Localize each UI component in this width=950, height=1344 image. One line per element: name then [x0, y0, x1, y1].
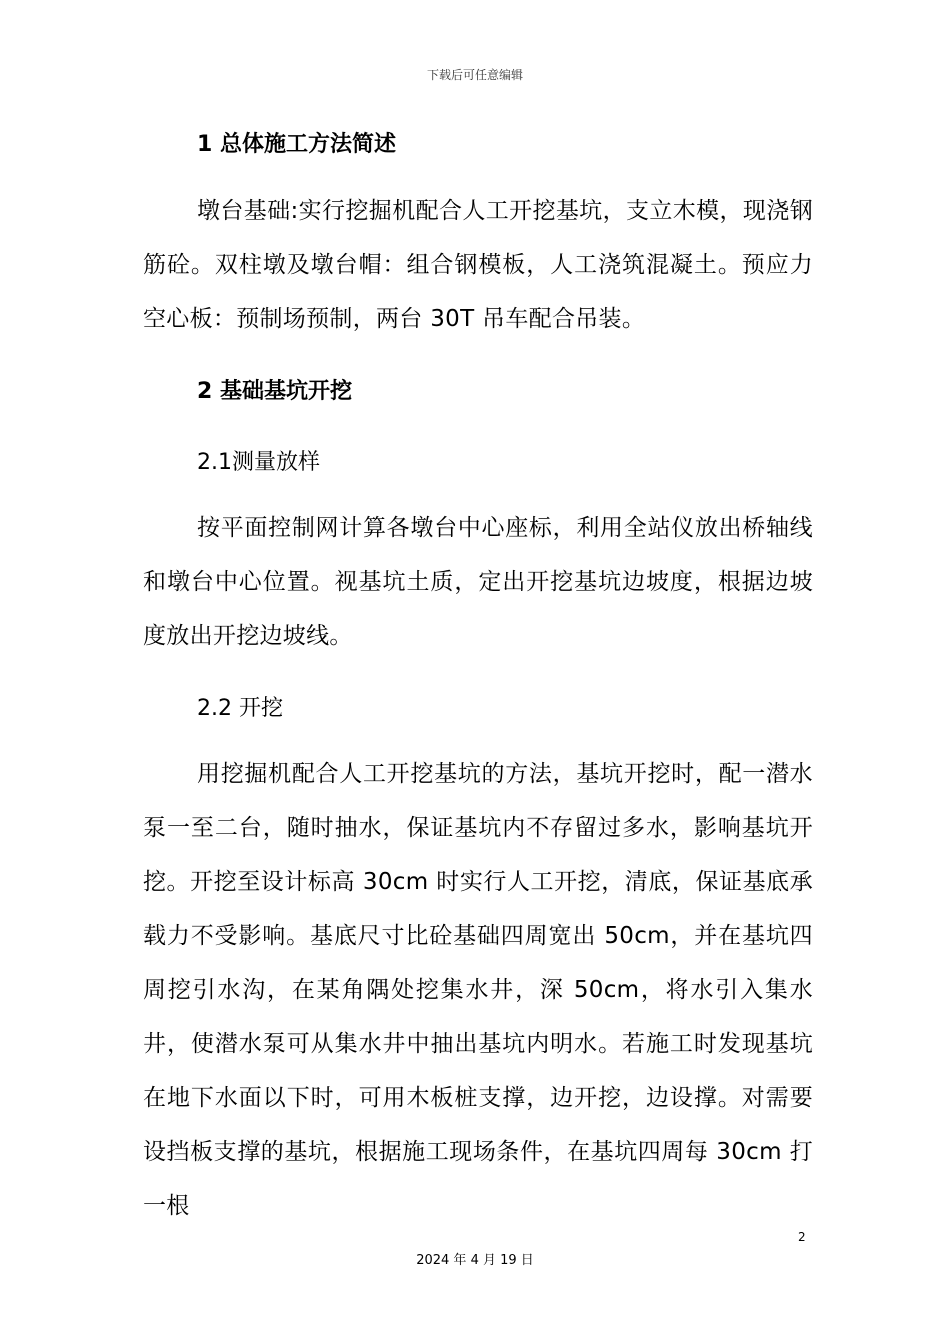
- section-2-1-heading: 2.1测量放样: [197, 450, 320, 475]
- section-2-2-heading: 2.2 开挖: [197, 696, 283, 721]
- section-2-1-body: [143, 501, 813, 663]
- section-2-heading: 2 基础基坑开挖: [197, 379, 352, 404]
- page-number: 2: [798, 1230, 806, 1244]
- section-1-heading: 1 总体施工方法简述: [197, 132, 396, 157]
- footer-date: 2024 年 4 月 19 日: [416, 1253, 534, 1268]
- section-2-1-paragraph: 按平面控制网计算各墩台中心座标，利用全站仪放出桥轴线和墩台中心位置。视基坑土质，定出开挖基坑边坡度，根据边坡度放出开挖边坡线。: [143, 515, 813, 649]
- section-1-body: [143, 184, 813, 346]
- section-2-2-paragraph: 用挖掘机配合人工开挖基坑的方法，基坑开挖时，配一潜水泵一至二台，随时抽水，保证基坑内不存留过多水，影响基坑开挖。开挖至设计标高 30cm 时实行人工开挖，清底，保证基底承载力不受影响。基底尺寸比砼基础四周宽出 50cm，并在基坑四周挖引水沟，在某角隅处挖集水井，深 50cm，将水引入集水井，使潜水泵可从集水井中抽出基坑内明水。若施工时发现基坑在地下水面以下时，可用木板桩支撑，边开挖，边设撑。对需要设挡板支撑的基坑，根据施工现场条件，在基坑四周每 30cm 打一根: [143, 761, 813, 1219]
- header-note: 下载后可任意编辑: [426, 68, 523, 82]
- section-2-2-body: [143, 747, 813, 1233]
- section-1-paragraph: 墩台基础:实行挖掘机配合人工开挖基坑，支立木模，现浇钢筋砼。双柱墩及墩台帽：组合钢模板，人工浇筑混凝土。预应力空心板：预制场预制，两台 30T 吊车配合吊装。: [143, 198, 813, 332]
